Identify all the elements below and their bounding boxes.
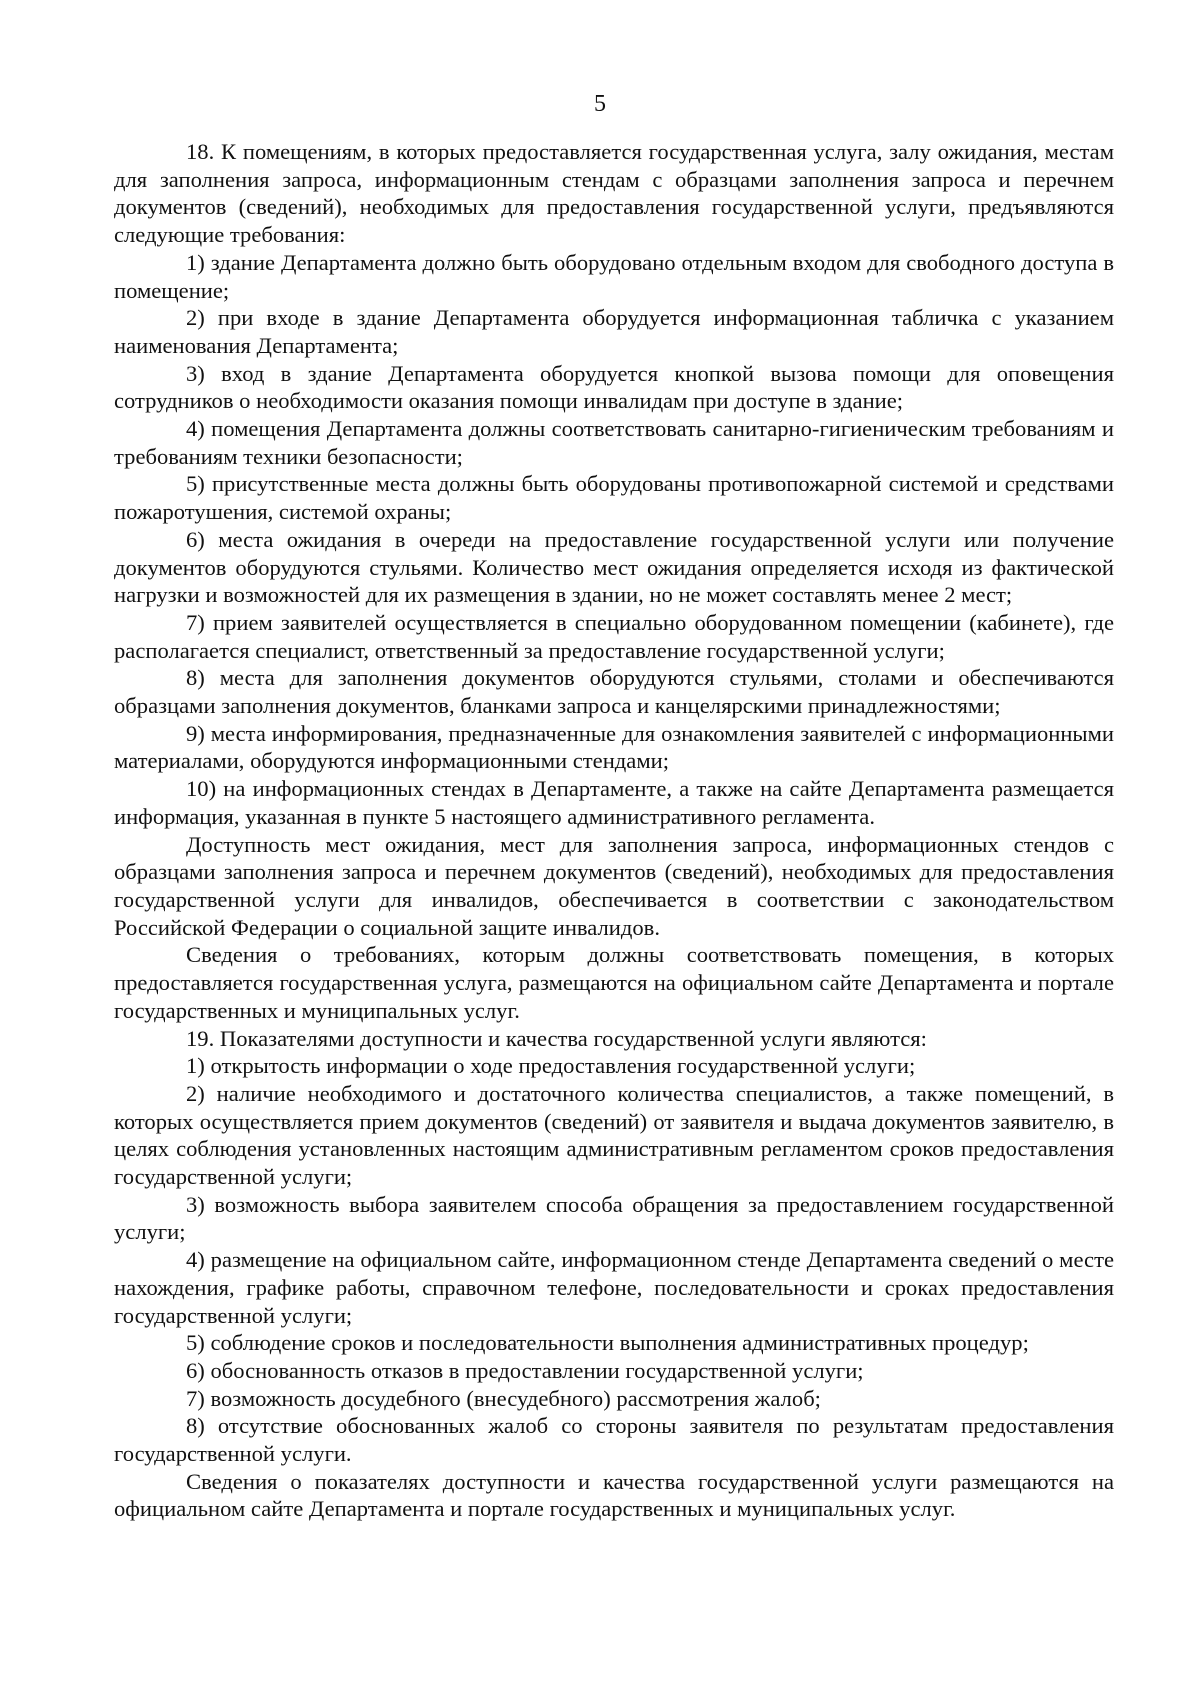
- list-item: 2) наличие необходимого и достаточного количества специалистов, а также помещений, в которых осуществляется прием документов (сведений) от заявителя и выдача документов заявителю, в целях соблюдения установленных настоящим административным регламентом сроков предоставления государственной услуги;: [114, 1080, 1114, 1190]
- list-item: 2) при входе в здание Департамента оборудуется информационная табличка с указанием наименования Департамента;: [114, 305, 1114, 358]
- list-item: 7) возможность досудебного (внесудебного) рассмотрения жалоб;: [186, 1385, 821, 1411]
- list-item: 9) места информирования, предназначенные для ознакомления заявителей с информационными материалами, оборудуются информационными стендами;: [114, 720, 1114, 774]
- paragraph-18-intro: 18. К помещениям, в которых предоставляется государственная услуга, залу ожидания, местам для заполнения запроса, информационным стендам с образцами заполнения запроса и перечнем документов (сведений), необходимых для предоставления государственной услуги, предъявляются следующие требования:: [114, 139, 1114, 248]
- list-item: 6) места ожидания в очереди на предоставление государственной услуги или получение документов оборудуются стульями. Количество мест ожидания определяется исходя из фактической нагрузки и возможностей для их размещения в здании, но не может составлять менее 2 мест;: [114, 526, 1114, 608]
- list-item: 4) размещение на официальном сайте, информационном стенде Департамента сведений о месте нахождения, графике работы, справочном телефоне, последовательности и сроках предоставления государственной услуги;: [114, 1247, 1114, 1328]
- list-item: 6) обоснованность отказов в предоставлении государственной услуги;: [186, 1357, 864, 1383]
- list-item: 7) прием заявителей осуществляется в специально оборудованном помещении (кабинете), где располагается специалист, ответственный за предоставление государственной услуги;: [114, 609, 1114, 663]
- page-number: 5: [594, 91, 606, 117]
- list-item: 10) на информационных стендах в Департаменте, а также на сайте Департамента размещается информация, указанная в пункте 5 настоящего административного регламента.: [114, 776, 1114, 829]
- paragraph-requirements-info: Сведения о требованиях, которым должны соответствовать помещения, в которых предоставляется государственная услуга, размещаются на официальном сайте Департамента и портале государственных и муниципальных услуг.: [114, 942, 1114, 1023]
- paragraph-accessibility: Доступность мест ожидания, мест для заполнения запроса, информационных стендов с образцами заполнения запроса и перечнем документов (сведений), необходимых для предоставления государственной услуги для инвалидов, обеспечивается в соответствии с законодательством Российской Федерации о социальной защите инвалидов.: [114, 831, 1114, 940]
- list-item: 5) соблюдение сроков и последовательности выполнения административных процедур;: [186, 1330, 1029, 1356]
- list-item: 3) возможность выбора заявителем способа обращения за предоставлением государственной услуги;: [114, 1191, 1114, 1245]
- list-item: 8) отсутствие обоснованных жалоб со стороны заявителя по результатам предоставления государственной услуги.: [114, 1413, 1114, 1467]
- list-item: 1) открытость информации о ходе предоставления государственной услуги;: [186, 1053, 916, 1079]
- list-item: 1) здание Департамента должно быть оборудовано отдельным входом для свободного доступа в помещение;: [114, 249, 1114, 303]
- list-item: 5) присутственные места должны быть оборудованы противопожарной системой и средствами пожаротушения, системой охраны;: [114, 471, 1114, 525]
- list-item: 8) места для заполнения документов оборудуются стульями, столами и обеспечиваются образцами заполнения документов, бланками запроса и канцелярскими принадлежностями;: [114, 665, 1114, 719]
- document-body: [114, 138, 1114, 1523]
- paragraph-indicators-info: Сведения о показателях доступности и качества государственной услуги размещаются на официальном сайте Департамента и портале государственных и муниципальных услуг.: [114, 1468, 1114, 1522]
- list-item: 4) помещения Департамента должны соответствовать санитарно-гигиеническим требованиям и требованиям техники безопасности;: [114, 416, 1114, 469]
- list-item: 3) вход в здание Департамента оборудуется кнопкой вызова помощи для оповещения сотрудников о необходимости оказания помощи инвалидам при доступе в здание;: [114, 360, 1114, 414]
- paragraph-19-intro: 19. Показателями доступности и качества государственной услуги являются:: [186, 1025, 927, 1051]
